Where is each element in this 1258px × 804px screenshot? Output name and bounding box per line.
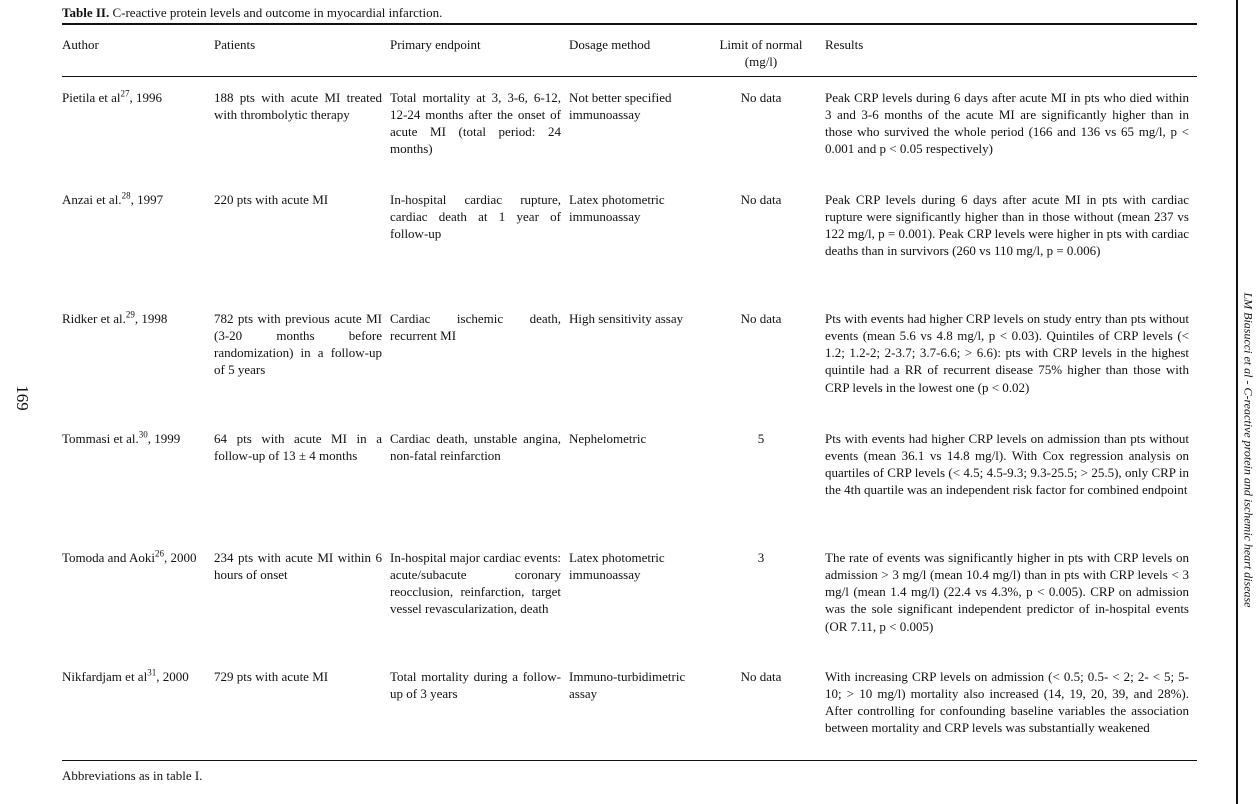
header-limit-line1: Limit of normal bbox=[719, 37, 803, 52]
header-limit-line2: (mg/l) bbox=[744, 54, 778, 70]
cell-method: Latex photometric immunoassay bbox=[569, 549, 665, 582]
table-caption bbox=[62, 4, 1197, 21]
cell-method: Not better specified immunoassay bbox=[569, 89, 672, 122]
cell-results: The rate of events was significantly higher in pts with CRP levels on admission > 3 mg/l (mean 10.4 mg/l) than in pts with CRP levels < 3 mg/l (mean 1.4 mg/l) (22.4 vs 4.3%, p < 0.005). CRP on admission was the sole significant independent predictor of in-hospital events (OR 7.11, p < 0.005) bbox=[825, 549, 1189, 634]
cell-author: Pietila et $al^{27}$, 1996 bbox=[62, 88, 162, 105]
cell-results: Pts with events had higher CRP levels on study entry than pts without events (mean 5.6 vs 4.8 mg/l, p < 0.03). Quintiles of CRP levels (< 1.2; 1.2-2; 2-3.7; 3.7-6.6; > 6.6): pts with CRP levels in the highest quintile had a RR of recurrent disease 75% higher than those with CRP levels in the lowest one (p < 0.02) bbox=[825, 310, 1189, 395]
cell-results: Peak CRP levels during 6 days after acute MI in pts who died within 3 and 3-6 months of the acute MI are significantly higher than in those who survived the whole period (166 and 136 vs 65 mg/l, p < 0.001 and p < 0.05 respectively) bbox=[825, 89, 1189, 157]
cell-limit: No data bbox=[740, 310, 782, 326]
table-row bbox=[62, 418, 1197, 537]
cell-author: Tommasi et al.$^{30}$, 1999 bbox=[62, 429, 181, 446]
cell-endpoint: Total mortality at 3, 3-6, 6-12, 12-24 months after the onset of acute MI (total period: 24 months) bbox=[390, 89, 561, 157]
header-results: Results bbox=[825, 24, 1197, 76]
table-row bbox=[62, 179, 1197, 298]
cell-limit: 5 bbox=[757, 430, 765, 446]
table-footnote: Abbreviations as in table I. bbox=[62, 760, 1197, 784]
table-header-row bbox=[62, 24, 1197, 76]
table-caption-text: C-reactive protein levels and outcome in myocardial infarction. bbox=[112, 5, 443, 20]
table-row bbox=[62, 298, 1197, 418]
cell-limit: No data bbox=[740, 89, 782, 105]
cell-endpoint: In-hospital major cardiac events: acute/subacute coronary reocclusion, reinfarction, target vessel revascularization, death bbox=[390, 549, 561, 617]
cell-endpoint: Total mortality during a follow-up of 3 years bbox=[390, 668, 561, 701]
cell-endpoint: Cardiac ischemic death, recurrent MI bbox=[390, 310, 561, 343]
cell-method: Nephelometric bbox=[569, 430, 647, 446]
running-head-rule bbox=[1236, 0, 1238, 804]
cell-patients: 220 pts with acute MI bbox=[214, 191, 329, 207]
header-method: Dosage method bbox=[569, 24, 705, 76]
cell-author: Ridker et al.$^{29}$, 1998 bbox=[62, 309, 168, 326]
cell-results: With increasing CRP levels on admission (< 0.5; 0.5- < 2; 2- < 5; 5-10; > 10 mg/l) mortality also increased (14, 19, 20, 39, and 28%). After controlling for confounding baseline variables the association between mortality and CRP levels was substantially weakened bbox=[825, 668, 1189, 736]
table-caption-label: Table II. bbox=[62, 5, 110, 20]
cell-limit: 3 bbox=[757, 549, 765, 565]
cell-limit: No data bbox=[740, 191, 782, 207]
cell-method: High sensitivity assay bbox=[569, 310, 684, 326]
cell-endpoint: In-hospital cardiac rupture, cardiac death at 1 year of follow-up bbox=[390, 191, 561, 242]
cell-results: Pts with events had higher CRP levels on admission than pts without events (mean 36.1 vs 14.8 mg/l). With Cox regression analysis on quartiles of CRP levels (< 4.5; 4.5-9.3; 9.3-25.5; > 25.5), only CRP in the 4th quartile was an independent risk factor for combined endpoint bbox=[825, 430, 1189, 498]
page-number: 169 bbox=[12, 385, 32, 411]
table-container bbox=[62, 4, 1197, 784]
cell-method: Immuno-turbidimetric assay bbox=[569, 668, 686, 701]
crp-outcome-table bbox=[62, 23, 1197, 756]
cell-patients: 234 pts with acute MI within 6 hours of onset bbox=[214, 549, 382, 582]
cell-endpoint: Cardiac death, unstable angina, non-fatal reinfarction bbox=[390, 430, 561, 463]
table-row bbox=[62, 76, 1197, 179]
cell-author: Tomoda and Aoki$^{26}$, 2000 bbox=[62, 548, 197, 565]
cell-patients: 729 pts with acute MI bbox=[214, 668, 329, 684]
cell-limit: No data bbox=[740, 668, 782, 684]
header-patients: Patients bbox=[214, 24, 390, 76]
cell-method: Latex photometric immunoassay bbox=[569, 191, 665, 224]
header-author: Author bbox=[62, 24, 214, 76]
header-limit bbox=[705, 24, 825, 76]
cell-author: Anzai et al.$^{28}$, 1997 bbox=[62, 190, 164, 207]
cell-patients: 64 pts with acute MI in a follow-up of 13 ± 4 months bbox=[214, 430, 382, 463]
header-endpoint: Primary endpoint bbox=[390, 24, 569, 76]
cell-patients: 188 pts with acute MI treated with thrombolytic therapy bbox=[214, 89, 382, 122]
table-row bbox=[62, 656, 1197, 756]
table-row bbox=[62, 537, 1197, 656]
cell-results: Peak CRP levels during 6 days after acute MI in pts with cardiac rupture were significantly higher than in those without (mean 237 vs 122 mg/l, p = 0.001). Peak CRP levels were higher in pts with cardiac deaths than in survivors (260 vs 110 mg/l, p = 0.006) bbox=[825, 191, 1189, 259]
cell-patients: 782 pts with previous acute MI (3-20 months before randomization) in a follow-up of 5 years bbox=[214, 310, 382, 378]
running-head: LM Biasucci et al - C-reactive protein and ischemic heart disease bbox=[1241, 292, 1256, 608]
cell-author: Nikfardjam et $al^{31}$, 2000 bbox=[62, 667, 189, 684]
